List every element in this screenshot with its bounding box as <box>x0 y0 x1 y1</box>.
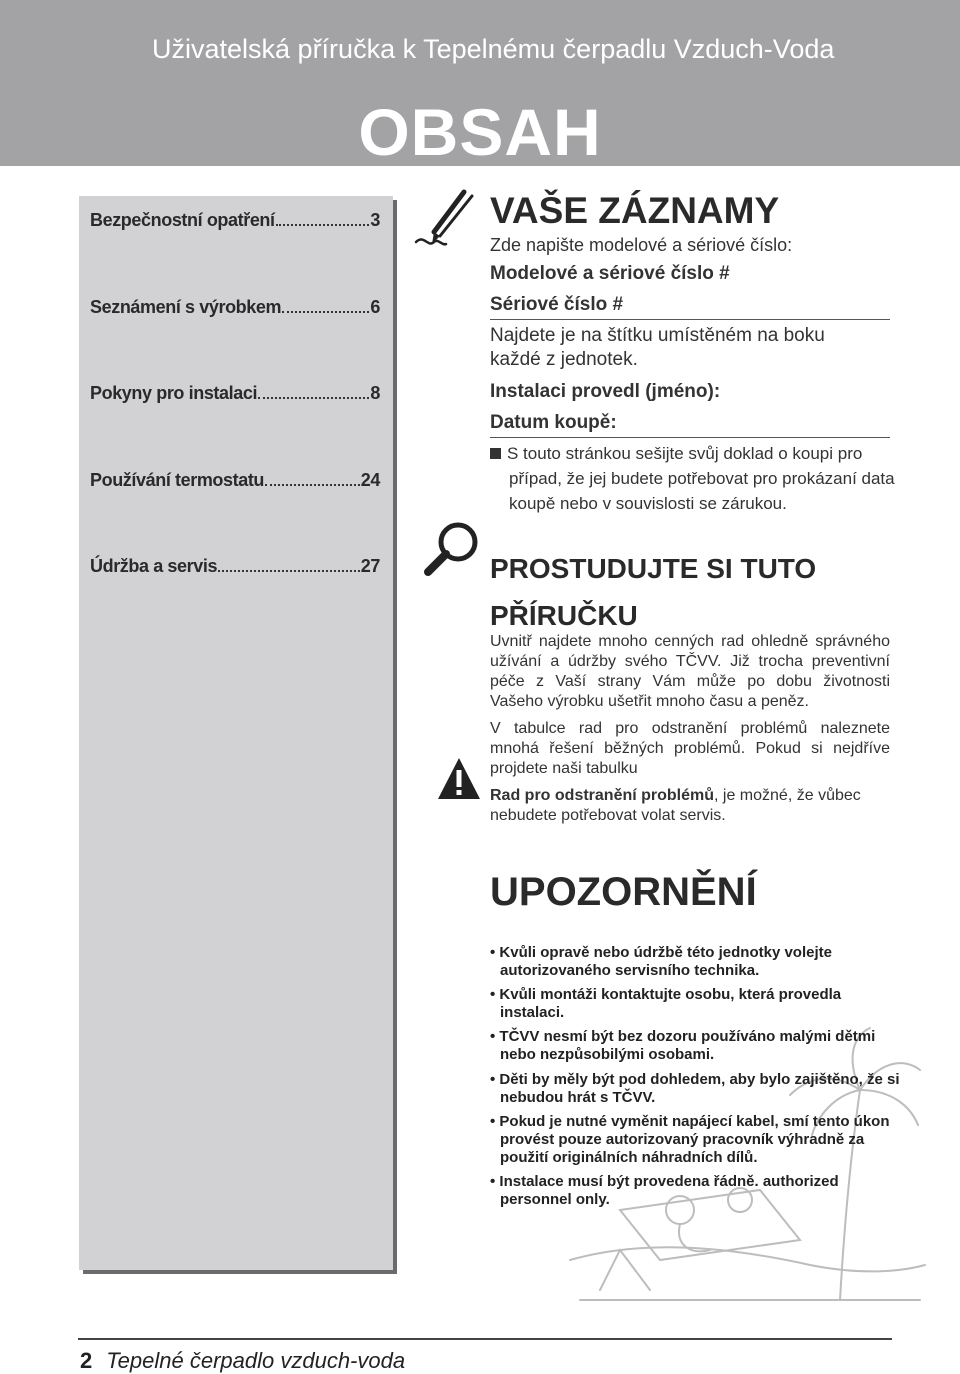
toc-label: Používání termostatu <box>90 470 265 490</box>
study-title-line2: PŘÍRUČKU <box>490 600 638 631</box>
warning-icon <box>436 756 482 802</box>
toc-leader <box>282 311 369 313</box>
pen-icon <box>412 186 478 254</box>
toc-page: 3 <box>370 210 380 230</box>
label-location-note-2: každé z jednotek. <box>490 349 638 370</box>
warning-item-text: TČVV nesmí být bez dozoru používáno malými dětmi nebo nezpůsobilými osobami. <box>499 1028 876 1063</box>
records-intro: Zde napište modelové a sériové číslo: <box>490 235 793 255</box>
toc-label: Seznámení s výrobkem <box>90 297 282 317</box>
warning-item-text: Instalace musí být provedena řádně. authorized personnel only. <box>499 1173 839 1208</box>
toc-label: Pokyny pro instalaci <box>90 383 258 403</box>
study-paragraph-3-rest: , je možné, že vůbec nebudete potřebovat volat servis. <box>490 787 861 824</box>
page-title: OBSAH <box>358 95 602 169</box>
warning-item: • TČVV nesmí být bez dozoru používáno malými dětmi nebo nezpůsobilými osobami. <box>490 1028 876 1063</box>
purchase-date-field[interactable]: Datum koupě: <box>490 412 890 438</box>
warning-title: UPOZORNĚNÍ <box>490 870 757 914</box>
records-title: VAŠE ZÁZNAMY <box>490 190 780 231</box>
toc-item-thermostat[interactable] <box>90 470 380 491</box>
toc-leader <box>276 224 370 226</box>
toc-leader <box>258 397 369 399</box>
warning-item: • Pokud je nutné vyměnit napájecí kabel, smí tento úkon provést pouze autorizovaný pracovník výhradně za použití originálních náhradních dílů. <box>490 1113 890 1166</box>
toc-page: 8 <box>370 383 380 403</box>
footer-title: Tepelné čerpadlo vzduch-voda <box>106 1348 406 1373</box>
page-footer <box>80 1348 405 1374</box>
footer-divider <box>78 1338 892 1340</box>
warning-item-text: Pokud je nutné vyměnit napájecí kabel, smí tento úkon provést pouze autorizovaný pracovník výhradně za použití originálních náhradních dílů. <box>499 1113 890 1166</box>
toc-label: Bezpečnostní opatření <box>90 210 275 230</box>
serial-number-field[interactable]: Sériové číslo # <box>490 294 890 320</box>
toc-page: 27 <box>360 556 380 576</box>
toc-label: Údržba a servis <box>90 556 218 576</box>
manual-subtitle: Uživatelská příručka k Tepelnému čerpadlu Vzduch-Voda <box>152 34 835 64</box>
table-of-contents <box>79 196 393 1270</box>
toc-leader <box>265 484 360 486</box>
toc-item-installation[interactable] <box>90 383 380 404</box>
warning-item-text: Kvůli montáži kontaktujte osobu, která provedla instalaci. <box>499 986 842 1021</box>
warning-item: • Kvůli opravě nebo údržbě této jednotky volejte autorizovaného servisního technika. <box>490 944 832 979</box>
toc-item-maintenance[interactable] <box>90 556 380 577</box>
page-header <box>0 0 960 169</box>
square-bullet-icon <box>490 448 501 459</box>
study-title-line1: PROSTUDUJTE SI TUTO <box>490 553 817 584</box>
label-location-note-1: Najdete je na štítku umístěném na boku <box>490 325 825 346</box>
installer-name-field[interactable]: Instalaci provedl (jméno): <box>490 381 721 402</box>
toc-page: 6 <box>370 297 380 317</box>
study-paragraph-3 <box>490 786 890 826</box>
warning-item: • Kvůli montáži kontaktujte osobu, která provedla instalaci. <box>490 986 842 1021</box>
troubleshooting-ref: Rad pro odstranění problémů <box>490 787 715 804</box>
toc-page: 24 <box>360 470 380 490</box>
study-paragraph-2: V tabulce rad pro odstranění problémů naleznete mnohá řešení běžných problémů. Pokud si nejdříve projdete naši tabulku <box>490 720 890 777</box>
warning-item-text: Děti by měly být pod dohledem, aby bylo zajištěno, že si nebudou hrát s TČVV. <box>499 1071 900 1106</box>
study-paragraph-1: Uvnitř najdete mnoho cenných rad ohledně správného užívání a údržby svého TČVV. Již trocha preventivní péče z Vaší strany Vám může po dobu životnosti Vašeho výrobku ušetřit mnoho času a peněz. <box>490 633 890 710</box>
page-number: 2 <box>80 1348 93 1373</box>
warning-item: • Instalace musí být provedena řádně. authorized personnel only. <box>490 1173 839 1208</box>
staple-note-text: S touto stránkou sešijte svůj doklad o koupi pro případ, že jej budete potřebovat pro prokázaní data koupě nebo v souvislosti se zárukou. <box>507 444 895 513</box>
warning-item-text: Kvůli opravě nebo údržbě této jednotky volejte autorizovaného servisního technika. <box>499 944 832 979</box>
magnifier-icon <box>422 520 482 580</box>
warning-item: • Děti by měly být pod dohledem, aby bylo zajištěno, že si nebudou hrát s TČVV. <box>490 1071 900 1106</box>
staple-receipt-note <box>490 441 909 516</box>
model-number-field[interactable]: Modelové a sériové číslo # <box>490 263 730 284</box>
toc-item-product[interactable] <box>90 297 380 318</box>
toc-item-safety[interactable] <box>90 210 380 231</box>
toc-leader <box>218 570 360 572</box>
